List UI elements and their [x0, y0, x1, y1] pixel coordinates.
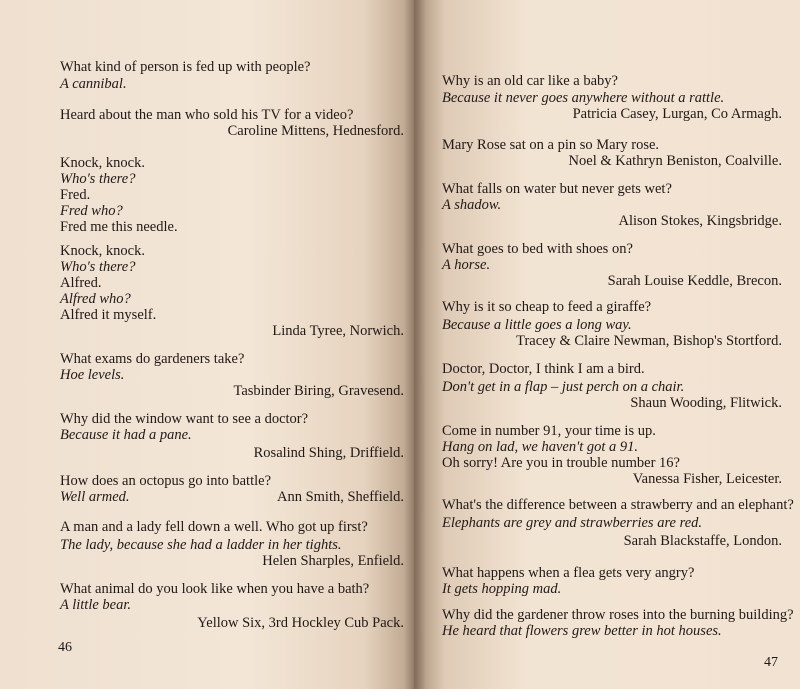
joke-question: What exams do gardeners take?	[60, 351, 245, 367]
joke-author: Vanessa Fisher, Leicester.	[632, 471, 782, 487]
joke-answer: Well armed.	[60, 489, 130, 505]
joke-answer: Don't get in a flap – just perch on a chair.	[442, 379, 685, 395]
joke-question: What kind of person is fed up with people?	[60, 59, 311, 75]
joke-question: Why is it so cheap to feed a giraffe?	[442, 299, 652, 315]
joke-question: What happens when a flea gets very angry?	[442, 565, 695, 581]
joke-question: Come in number 91, your time is up.	[442, 423, 656, 439]
joke-author: Shaun Wooding, Flitwick.	[630, 395, 782, 411]
joke-answer: Because a little goes a long way.	[442, 317, 632, 333]
joke-question: Knock, knock.	[60, 155, 145, 171]
joke-answer: The lady, because she had a ladder in her tights.	[60, 537, 342, 553]
joke-question: Oh sorry! Are you in trouble number 16?	[442, 455, 680, 471]
joke-author: Tasbinder Biring, Gravesend.	[233, 383, 404, 399]
joke-author: Linda Tyree, Norwich.	[272, 323, 404, 339]
joke-answer: It gets hopping mad.	[442, 581, 562, 597]
joke-author: Patricia Casey, Lurgan, Co Armagh.	[572, 106, 782, 122]
joke-author: Ann Smith, Sheffield.	[276, 489, 404, 505]
joke-answer: A little bear.	[60, 597, 132, 613]
joke-question: What falls on water but never gets wet?	[442, 181, 672, 197]
joke-author: Tracey & Claire Newman, Bishop's Stortford.	[516, 333, 782, 349]
joke-answer: Hoe levels.	[60, 367, 125, 383]
right-page	[414, 0, 800, 689]
joke-answer: He heard that flowers grew better in hot houses.	[442, 623, 722, 639]
joke-question: Fred me this needle.	[60, 219, 178, 235]
joke-answer: A shadow.	[442, 197, 502, 213]
joke-question: Alfred it myself.	[60, 307, 157, 323]
joke-answer: Who's there?	[60, 259, 136, 275]
joke-question: What's the difference between a strawberry and an elephant?	[442, 497, 794, 513]
joke-question: Doctor, Doctor, I think I am a bird.	[442, 361, 645, 377]
joke-author: Sarah Blackstaffe, London.	[623, 533, 782, 549]
joke-question: Knock, knock.	[60, 243, 145, 259]
joke-answer: A cannibal.	[60, 76, 127, 92]
joke-answer: A horse.	[442, 257, 491, 273]
joke-question: Why did the window want to see a doctor?	[60, 411, 309, 427]
joke-author: Noel & Kathryn Beniston, Coalville.	[568, 153, 782, 169]
page-number: 46	[58, 640, 72, 655]
joke-question: Heard about the man who sold his TV for a video?	[60, 107, 354, 123]
joke-question: What goes to bed with shoes on?	[442, 241, 633, 257]
joke-question: Why did the gardener throw roses into the burning building?	[442, 607, 794, 623]
joke-answer: Fred who?	[60, 203, 123, 219]
joke-answer: Alfred who?	[60, 291, 131, 307]
joke-question: Mary Rose sat on a pin so Mary rose.	[442, 137, 660, 153]
joke-author: Alison Stokes, Kingsbridge.	[618, 213, 782, 229]
page-number: 47	[764, 655, 778, 670]
joke-question: Alfred.	[60, 275, 102, 291]
joke-answer: Elephants are grey and strawberries are red.	[442, 515, 703, 531]
joke-answer: Because it had a pane.	[60, 427, 192, 443]
joke-answer: Who's there?	[60, 171, 136, 187]
joke-answer: Because it never goes anywhere without a rattle.	[442, 90, 725, 106]
joke-answer: Hang on lad, we haven't got a 91.	[442, 439, 639, 455]
joke-question: How does an octopus go into battle?	[60, 473, 272, 489]
joke-question: A man and a lady fell down a well. Who got up first?	[60, 519, 368, 535]
joke-author: Helen Sharples, Enfield.	[262, 553, 404, 569]
book-gutter	[404, 0, 426, 689]
joke-question: Fred.	[60, 187, 91, 203]
joke-question: What animal do you look like when you have a bath?	[60, 581, 370, 597]
joke-question: Why is an old car like a baby?	[442, 73, 618, 89]
joke-author: Sarah Louise Keddle, Brecon.	[607, 273, 782, 289]
joke-author: Rosalind Shing, Driffield.	[253, 445, 404, 461]
joke-author: Caroline Mittens, Hednesford.	[227, 123, 404, 139]
joke-author: Yellow Six, 3rd Hockley Cub Pack.	[197, 615, 404, 631]
